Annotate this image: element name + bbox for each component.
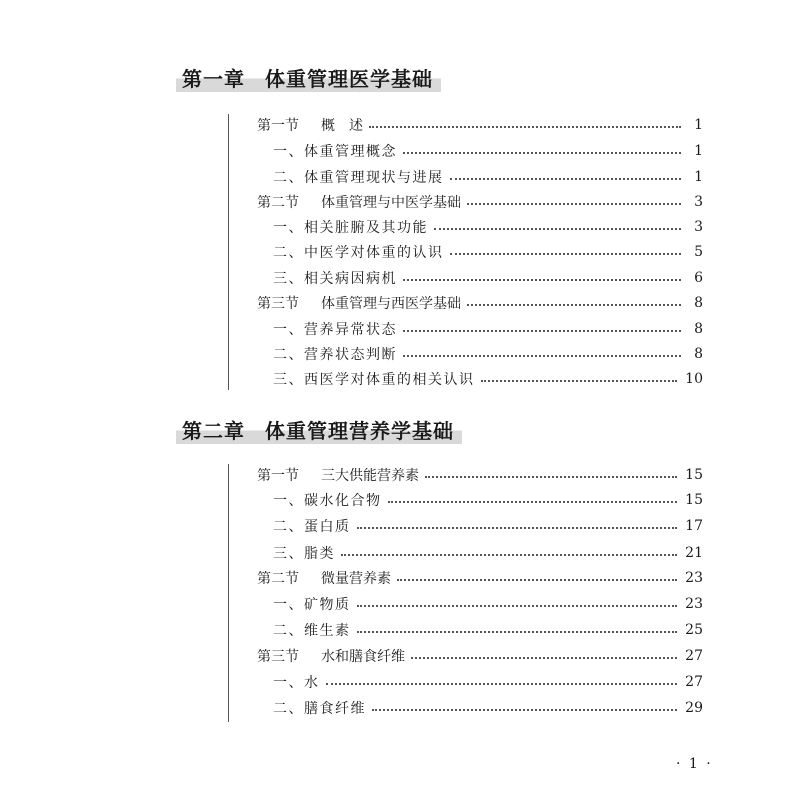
leader-dots <box>411 657 677 659</box>
item-label: 一、碳水化合物 <box>273 493 382 509</box>
section-title: 水和膳食纤维 <box>321 649 405 665</box>
section-number: 第二节 <box>257 195 299 211</box>
page-ref: 27 <box>685 648 703 664</box>
chapter-name: 体重管理医学基础 <box>265 66 433 91</box>
item-label: 二、体重管理现状与进展 <box>273 170 444 186</box>
leader-dots <box>357 527 678 529</box>
page-ref: 1 <box>694 117 703 133</box>
toc-section[interactable] <box>229 292 703 314</box>
leader-dots <box>403 279 681 281</box>
toc-item[interactable] <box>229 267 703 289</box>
toc-section[interactable] <box>229 645 703 667</box>
item-label: 三、西医学对体重的相关认识 <box>273 372 475 388</box>
page-ref: 6 <box>694 270 703 286</box>
leader-dots <box>425 476 677 478</box>
item-label: 一、水 <box>273 675 320 691</box>
page-ref: 25 <box>685 622 703 638</box>
section-number: 第二节 <box>257 571 299 587</box>
toc-section[interactable] <box>229 114 703 136</box>
chapter-number: 第一章 <box>182 66 245 91</box>
section-number: 第一节 <box>257 468 299 484</box>
item-label: 一、体重管理概念 <box>273 144 397 160</box>
toc-item[interactable] <box>229 318 703 340</box>
section-number: 第一节 <box>257 118 299 134</box>
leader-dots <box>467 203 681 205</box>
item-label: 一、营养异常状态 <box>273 322 397 338</box>
toc-section[interactable] <box>229 567 703 589</box>
item-label: 一、相关脏腑及其功能 <box>273 220 428 236</box>
chapter-2-toc <box>228 464 703 722</box>
section-number: 第三节 <box>257 649 299 665</box>
page-ref: 21 <box>685 545 703 561</box>
leader-dots <box>434 228 681 230</box>
toc-item[interactable] <box>229 216 703 238</box>
toc-item[interactable] <box>229 515 703 537</box>
toc-item[interactable] <box>229 671 703 693</box>
page-ref: 3 <box>694 219 703 235</box>
leader-dots <box>481 380 678 382</box>
section-number: 第三节 <box>257 296 299 312</box>
page-ref: 15 <box>685 467 703 483</box>
section-title: 概 述 <box>321 118 363 134</box>
page-ref: 5 <box>694 244 703 260</box>
leader-dots <box>388 501 678 503</box>
leader-dots <box>372 709 677 711</box>
toc-item[interactable] <box>229 489 703 511</box>
toc-item[interactable] <box>229 166 703 188</box>
item-label: 二、膳食纤维 <box>273 701 366 717</box>
toc-item[interactable] <box>229 368 703 390</box>
page-ref: 23 <box>685 596 703 612</box>
toc-section[interactable] <box>229 464 703 486</box>
leader-dots <box>450 178 682 180</box>
chapter-2-title <box>176 414 462 444</box>
item-label: 三、相关病因病机 <box>273 271 397 287</box>
page-ref: 17 <box>685 518 703 534</box>
toc-item[interactable] <box>229 593 703 615</box>
leader-dots <box>326 683 678 685</box>
page-ref: 15 <box>685 492 703 508</box>
toc-item[interactable] <box>229 241 703 263</box>
page-ref: 8 <box>694 346 703 362</box>
page-ref: 10 <box>685 371 703 387</box>
leader-dots <box>403 152 681 154</box>
leader-dots <box>357 631 678 633</box>
chapter-1-toc <box>228 114 703 390</box>
chapter-name: 体重管理营养学基础 <box>265 418 454 443</box>
page-ref: 1 <box>694 143 703 159</box>
leader-dots <box>341 554 677 556</box>
leader-dots <box>369 126 681 128</box>
page-ref: 3 <box>694 194 703 210</box>
chapter-number: 第二章 <box>182 418 245 443</box>
item-label: 二、中医学对体重的认识 <box>273 245 444 261</box>
toc-item[interactable] <box>229 140 703 162</box>
page-ref: 27 <box>685 674 703 690</box>
section-title: 体重管理与中医学基础 <box>321 195 461 211</box>
toc-item[interactable] <box>229 619 703 641</box>
item-label: 二、营养状态判断 <box>273 347 397 363</box>
section-title: 微量营养素 <box>321 571 391 587</box>
leader-dots <box>403 330 681 332</box>
chapter-1-title <box>176 62 441 92</box>
item-label: 三、脂类 <box>273 546 335 562</box>
leader-dots <box>397 579 677 581</box>
toc-item[interactable] <box>229 542 703 564</box>
page-ref: 1 <box>694 169 703 185</box>
section-title: 三大供能营养素 <box>321 468 419 484</box>
page-number: · 1 · <box>676 756 713 772</box>
page-ref: 29 <box>685 700 703 716</box>
toc-item[interactable] <box>229 343 703 365</box>
section-title: 体重管理与西医学基础 <box>321 296 461 312</box>
leader-dots <box>357 605 678 607</box>
toc-section[interactable] <box>229 191 703 213</box>
page-ref: 8 <box>694 295 703 311</box>
leader-dots <box>450 253 682 255</box>
item-label: 二、维生素 <box>273 623 351 639</box>
leader-dots <box>403 355 681 357</box>
page-ref: 23 <box>685 570 703 586</box>
leader-dots <box>467 304 681 306</box>
toc-item[interactable] <box>229 697 703 719</box>
page-ref: 8 <box>694 321 703 337</box>
item-label: 一、矿物质 <box>273 597 351 613</box>
item-label: 二、蛋白质 <box>273 519 351 535</box>
